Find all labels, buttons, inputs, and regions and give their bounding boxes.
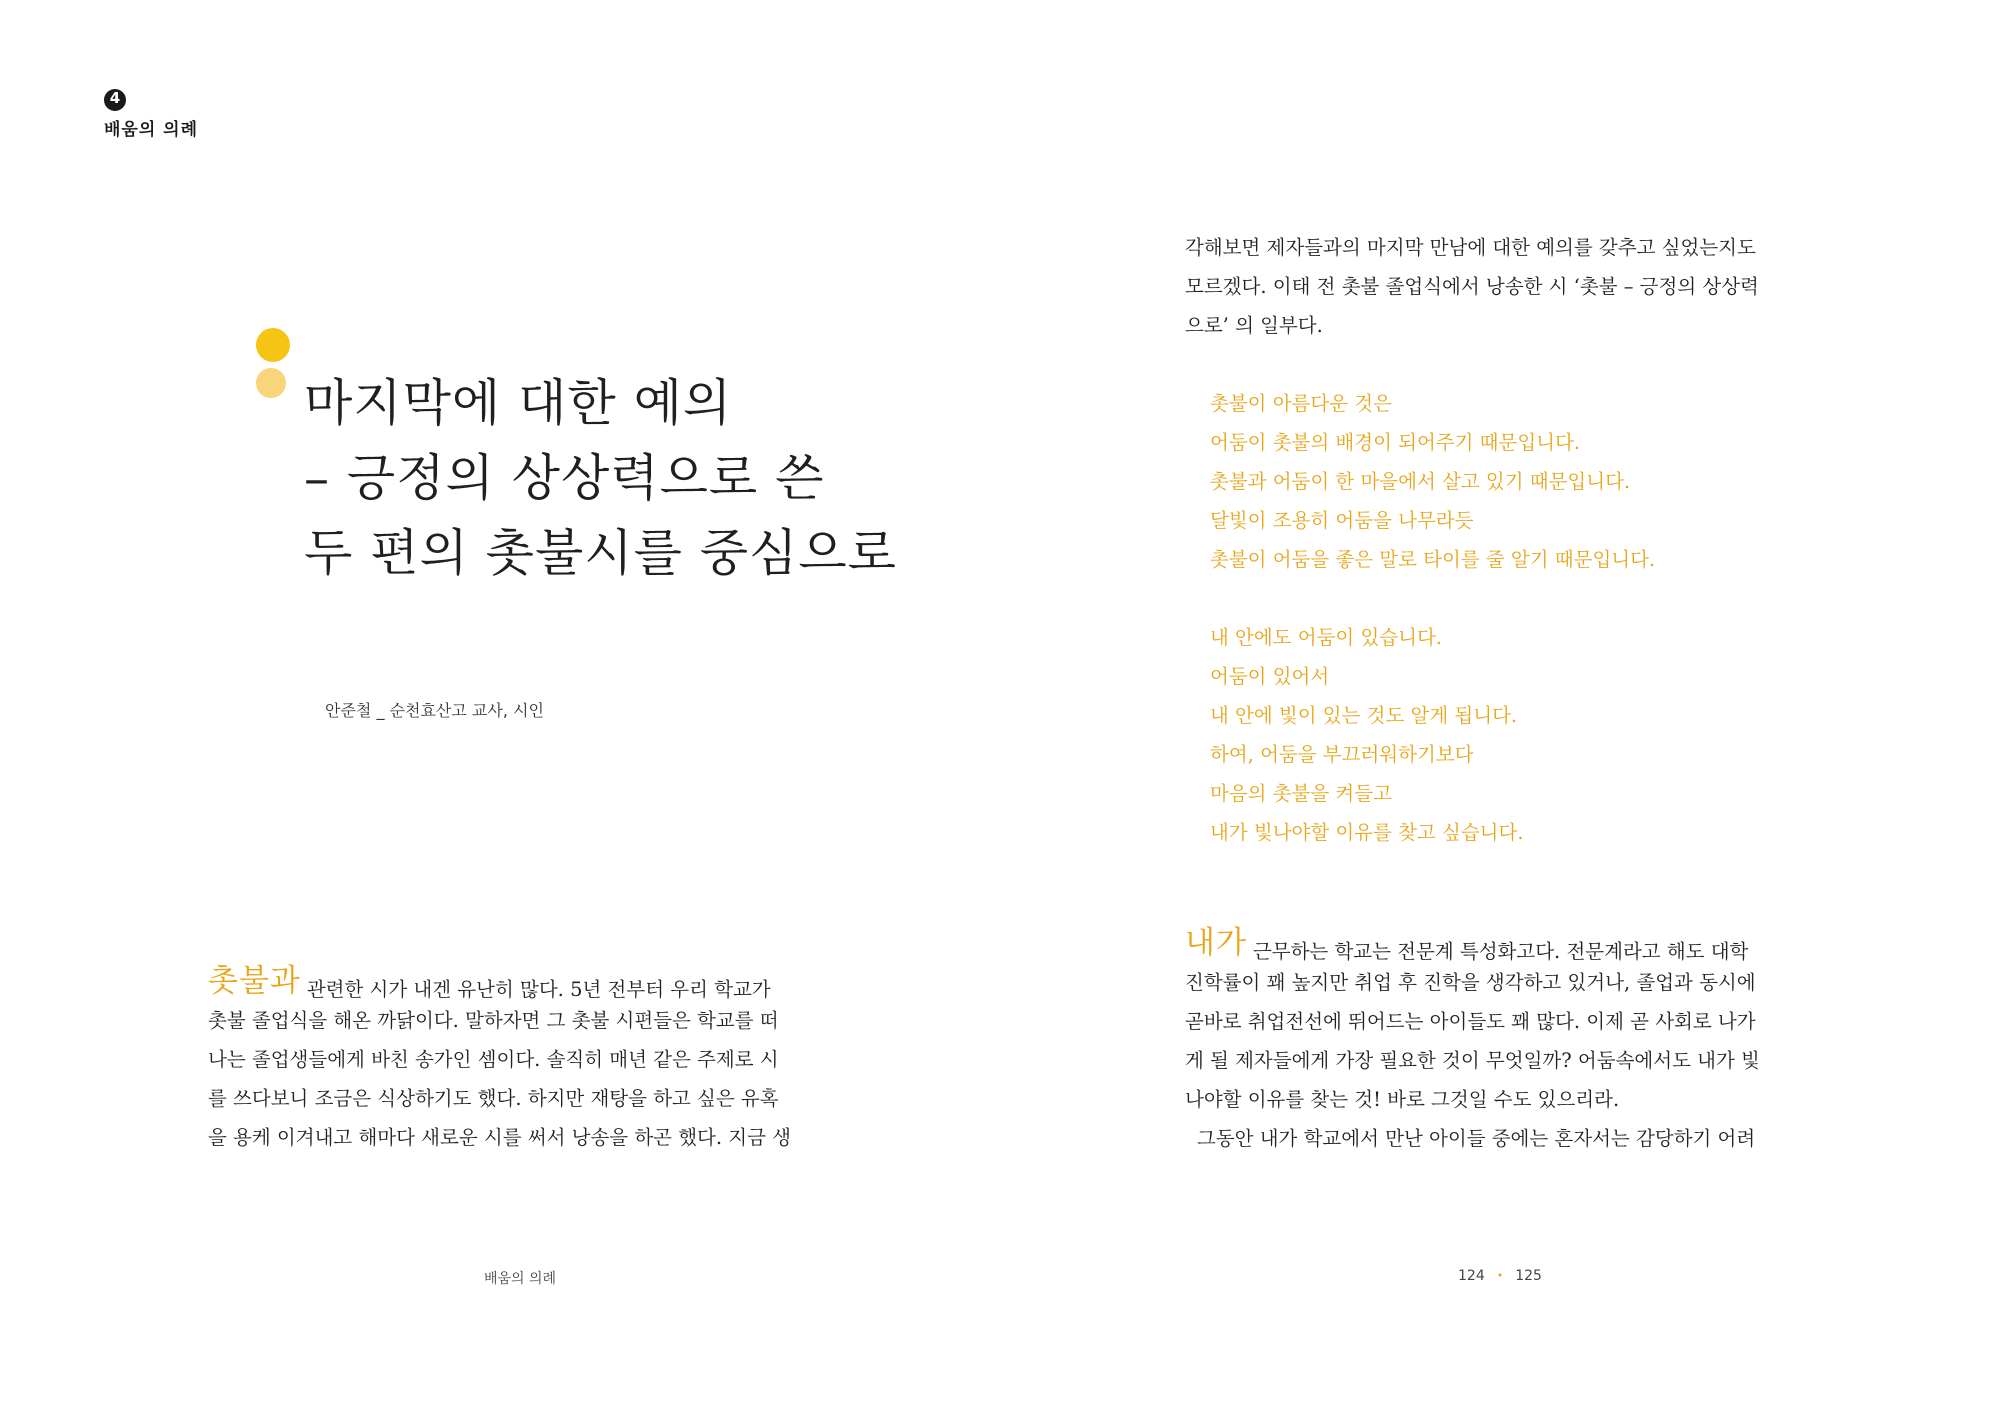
body-line-first	[208, 962, 836, 1001]
body-line: 으로’ 의 일부다.	[1185, 314, 1323, 337]
body-line: 진학률이 꽤 높지만 취업 후 진학을 생각하고 있거나, 졸업과 동시에	[1185, 971, 1756, 994]
poem-quote	[1210, 384, 1655, 891]
body-line: 나는 졸업생들에게 바친 송가인 셈이다. 솔직히 매년 같은 주제로 시	[208, 1048, 779, 1071]
poem-line: 내 안에도 어둠이 있습니다.	[1210, 626, 1443, 649]
poem-stanza-1	[1210, 384, 1655, 579]
poem-line: 마음의 촛불을 켜들고	[1210, 782, 1392, 805]
section-number-badge: 4	[104, 89, 126, 111]
body-line-rest: 근무하는 학교는 전문계 특성화고다. 전문계라고 해도 대학	[1252, 940, 1749, 963]
title-line: – 긍정의 상상력으로 쓴	[304, 449, 825, 507]
body-line: 그동안 내가 학교에서 만난 아이들 중에는 혼자서는 감당하기 어려	[1197, 1127, 1756, 1150]
right-intro-text	[1185, 228, 1807, 345]
page-numbers-footer	[1458, 1268, 1542, 1284]
poem-line: 어둠이 촛불의 배경이 되어주기 때문입니다.	[1210, 431, 1581, 454]
title-line: 두 편의 촛불시를 중심으로	[304, 524, 897, 582]
body-line: 모르겠다. 이태 전 촛불 졸업식에서 낭송한 시 ‘촛불 – 긍정의 상상력	[1185, 275, 1759, 298]
left-body-text	[208, 962, 836, 1157]
decorative-dot-large	[256, 328, 290, 362]
page-separator-dot: •	[1496, 1269, 1504, 1282]
body-line: 촛불 졸업식을 해온 까닭이다. 말하자면 그 촛불 시편들은 학교를 떠	[208, 1009, 779, 1032]
poem-line: 촛불이 어둠을 좋은 말로 타이를 줄 알기 때문입니다.	[1210, 548, 1656, 571]
poem-line: 내 안에 빛이 있는 것도 알게 됩니다.	[1210, 704, 1518, 727]
title-line: 마지막에 대한 예의	[304, 374, 733, 432]
poem-line: 촛불과 어둠이 한 마을에서 살고 있기 때문입니다.	[1210, 470, 1631, 493]
right-page	[1000, 0, 2000, 1413]
poem-line: 촛불이 아름다운 것은	[1210, 392, 1392, 415]
page-number-right: 125	[1515, 1268, 1542, 1284]
body-line: 나야할 이유를 찾는 것! 바로 그것일 수도 있으리라.	[1185, 1088, 1620, 1111]
body-line: 를 쓰다보니 조금은 식상하기도 했다. 하지만 재탕을 하고 싶은 유혹	[208, 1087, 779, 1110]
body-line-rest: 관련한 시가 내겐 유난히 많다. 5년 전부터 우리 학교가	[306, 978, 771, 1001]
body-line-first	[1185, 924, 1807, 963]
drop-cap: 촛불과	[208, 963, 301, 999]
running-title-footer: 배움의 의례	[484, 1271, 557, 1287]
body-line: 곧바로 취업전선에 뛰어드는 아이들도 꽤 많다. 이제 곧 사회로 나가	[1185, 1010, 1756, 1033]
right-body-text	[1185, 924, 1807, 1158]
poem-line: 내가 빛나야할 이유를 찾고 싶습니다.	[1210, 821, 1524, 844]
author-byline: 안준철 _ 순천효산고 교사, 시인	[325, 701, 544, 720]
section-header	[104, 88, 198, 140]
section-title: 배움의 의례	[104, 120, 199, 140]
poem-line: 어둠이 있어서	[1210, 665, 1330, 688]
page-number-left: 124	[1458, 1268, 1485, 1284]
decorative-dot-small	[256, 368, 286, 398]
drop-cap: 내가	[1185, 925, 1247, 961]
body-line: 을 용케 이겨내고 해마다 새로운 시를 써서 낭송을 하곤 했다. 지금 생	[208, 1126, 791, 1149]
poem-line: 하여, 어둠을 부끄러워하기보다	[1210, 743, 1474, 766]
article-title	[304, 366, 944, 591]
body-line: 각해보면 제자들과의 마지막 만남에 대한 예의를 갖추고 싶었는지도	[1185, 236, 1756, 259]
poem-stanza-2	[1210, 618, 1655, 852]
poem-line: 달빛이 조용히 어둠을 나무라듯	[1210, 509, 1474, 532]
body-line: 게 될 제자들에게 가장 필요한 것이 무엇일까? 어둠속에서도 내가 빛	[1185, 1049, 1760, 1072]
